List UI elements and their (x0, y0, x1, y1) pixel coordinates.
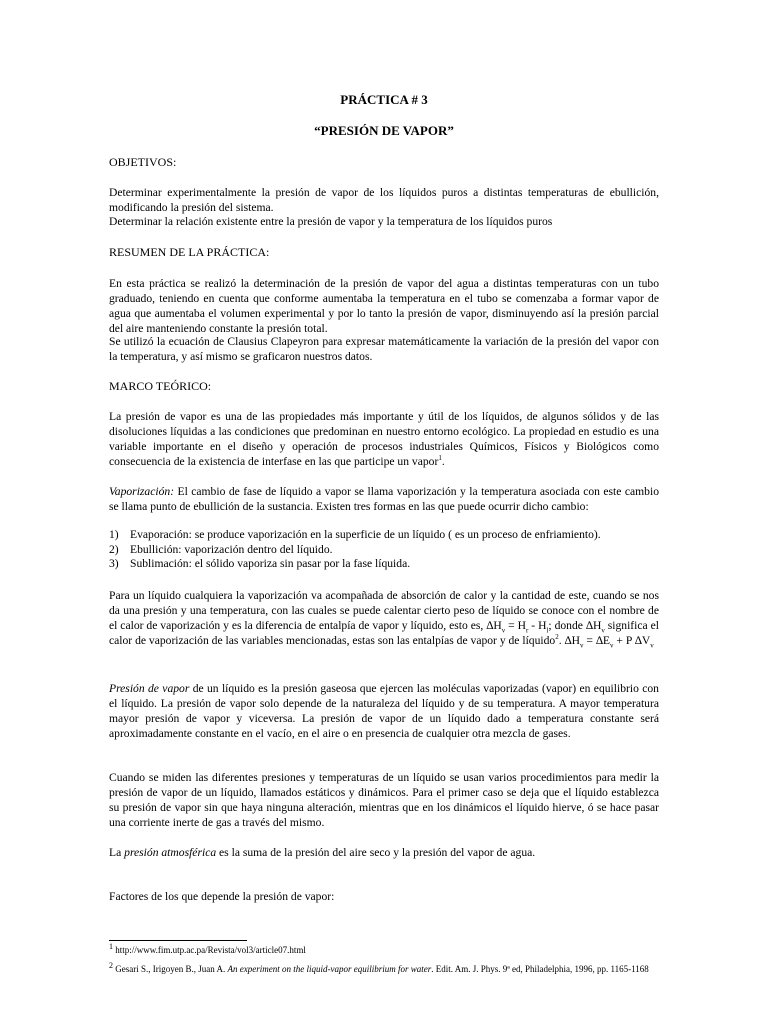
factores-paragraph: Factores de los que depende la presión de vapor: (109, 890, 335, 903)
resumen-paragraph-2: Se utilizó la ecuación de Clausius Clapeyron para expresar matemáticamente la variación de la presión del vapor con la temperatura, y así mismo se graficaron nuestros datos. (109, 335, 659, 363)
metodos-paragraph: Cuando se miden las diferentes presiones y temperaturas de un líquido se usan varios procedimientos para medir la presión de vapor de un líquido, llamados estáticos y dinámicos. Para el primer caso se deja que el líquido establezca su presión de vapor sin que haya ninguna alteración, mientras que en los dinámicos el líquido hierve, ó se hace pasar una corriente inerte de gas a través del mismo. (109, 771, 659, 829)
footnote-divider (109, 940, 247, 941)
resumen-heading: RESUMEN DE LA PRÁCTICA: (109, 245, 270, 259)
objetivos-paragraph-1: Determinar experimentalmente la presión de vapor de los líquidos puros a distintas temperaturas de ebullición, modificando la presión del sistema. (109, 186, 659, 214)
list-item: 2) Ebullición: vaporización dentro del líquido. (109, 542, 333, 556)
objetivos-paragraph-2: Determinar la relación existente entre la presión de vapor y la temperatura de los líquidos puros (109, 215, 553, 228)
presion-vapor-paragraph: Presión de vapor de un líquido es la presión gaseosa que ejercen las moléculas vaporizadas (vapor) en equilibrio con el líquido. La presión de vapor solo depende de la naturaleza del líquido y de su temperatura. A mayor temperatura mayor presión de vapor y viceversa. La presión de vapor de un líquido dado a temperatura constante será aproximadamente constante en el vacío, en el aire o en presencia de cualquier otra mezcla de gases. (109, 682, 659, 740)
resumen-paragraph-1: En esta práctica se realizó la determinación de la presión de vapor del agua a distintas temperaturas con un tubo graduado, teniendo en cuenta que conforme aumentaba la temperatura en el tubo se comenzaba a formar vapor de agua que aumentaba el volumen experimental y por lo tanto la presión de vapor, disminuyendo así la presión parcial del aire manteniendo constante la presión total. (109, 277, 659, 335)
practice-subtitle: “PRESIÓN DE VAPOR” (314, 123, 454, 138)
presion-vapor-term: Presión de vapor (109, 682, 190, 695)
presion-atmosferica-paragraph: La presión atmosférica es la suma de la presión del aire seco y la presión del vapor de agua. (109, 846, 536, 859)
footnote-ref-1[interactable]: 1 (438, 454, 442, 463)
vaporizacion-paragraph: Vaporización: El cambio de fase de líquido a vapor se llama vaporización y la temperatura asociada con este cambio se llama punto de ebullición de la sustancia. Existen tres formas en las que puede ocurrir dicho cambio: (109, 485, 659, 513)
vaporizacion-term: Vaporización: (109, 485, 175, 498)
calor-vaporizacion-paragraph: Para un líquido cualquiera la vaporización va acompañada de absorción de calor y la cantidad de este, cuando se nos da una presión y una temperatura, con las cuales se puede calentar cierto peso de líquido se conoce con el nombre de el calor de vaporización y es la diferencia de entalpía de vapor y líquido, esto es, $\Delta H_v = H_r - H_l$; donde $\Delta H_v$ significa el calor de vaporización de las variables mencionadas, estas son las entalpías de vapor y de líquido$^2$. $\Delta H_v = \Delta E_v + P$ $\Delta V_v$ (109, 589, 659, 650)
objetivos-heading: OBJETIVOS: (109, 155, 177, 169)
practice-title: PRÁCTICA # 3 (340, 92, 428, 107)
marco-heading: MARCO TEÓRICO: (109, 379, 212, 393)
list-item: 1) Evaporación: se produce vaporización en la superficie de un líquido ( es un proceso de enfriamiento). (109, 528, 601, 541)
vaporization-types-list (109, 528, 659, 572)
marco-paragraph-1: La presión de vapor es una de las propiedades más importante y útil de los líquidos, de algunos sólidos y de las disoluciones líquidas a las condiciones que predominan en nuestro entorno ecológico. La propiedad en estudio es una variable importante en el diseño y operación de procesos industriales Químicos, Físicos y Biológicos como consecuencia de la existencia de interfase en las que participe un vapor$^1$. (109, 410, 659, 468)
footnote-1: $^1$ http://www.fim.utp.ac.pa/Revista/vol3/article07.html (109, 942, 306, 955)
footnote-ref-2[interactable]: 2 (555, 633, 559, 642)
presion-atmosferica-term: presión atmosférica (124, 846, 217, 859)
footnote-2: $^2$ Gesari S., Irigoyen B., Juan A. An experiment on the liquid-vapor equilibrium for water. Edit. Am. J. Phys. 9ª ed, Philadelphia, 1996, pp. 1165-1168 (109, 961, 649, 974)
footnote-1-link[interactable]: http://www.fim.utp.ac.pa/Revista/vol3/article07.html (115, 945, 306, 955)
list-item: 3) Sublimación: el sólido vaporiza sin pasar por la fase líquida. (109, 557, 411, 570)
